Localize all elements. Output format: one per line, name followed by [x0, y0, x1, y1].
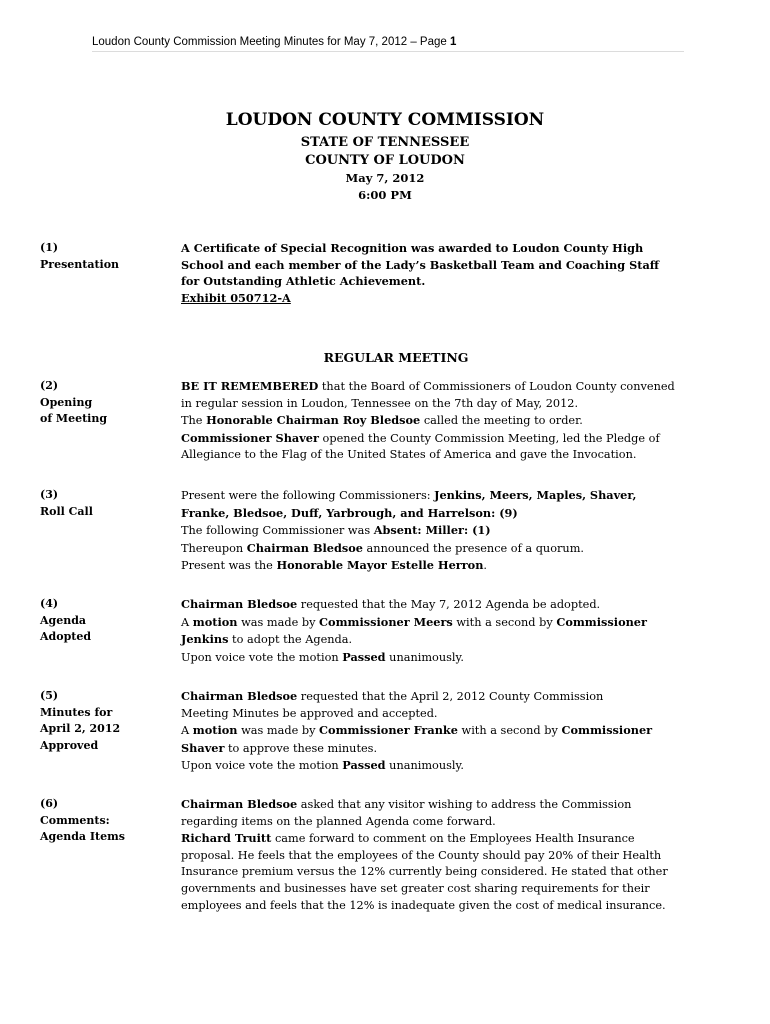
section-body — [181, 688, 741, 775]
bold-text: Commissioner Franke — [319, 723, 458, 738]
section-body — [181, 596, 741, 666]
body-line — [181, 522, 741, 540]
body-line: Insurance premium versus the 12% currently being considered. He stated that other — [181, 865, 668, 879]
text: came forward to comment on the Employees Health Insurance — [271, 832, 635, 846]
section-label — [40, 487, 170, 520]
section-label — [40, 378, 170, 428]
text: Thereupon — [181, 541, 247, 555]
body-line: in regular session in Loudon, Tennessee on the 7th day of May, 2012. — [181, 396, 579, 410]
bold-text: Commissioner Shaver — [181, 430, 319, 445]
text: called the meeting to order. — [420, 414, 583, 428]
doc-county: COUNTY OF LOUDON — [305, 153, 465, 168]
section-title: Presentation — [40, 257, 120, 271]
section-title: Minutes for — [40, 705, 113, 719]
section-number: (4) — [40, 597, 59, 610]
section-body — [181, 796, 741, 914]
text: The following Commissioner was — [181, 524, 374, 538]
section-label — [40, 240, 170, 273]
bold-text: motion — [192, 614, 238, 629]
text: . — [483, 559, 488, 573]
bold-text: BE IT REMEMBERED — [181, 379, 319, 393]
body-line — [181, 757, 741, 775]
section-title: Adopted — [40, 630, 92, 644]
body-line: employees and feels that the 12% is inadequate given the cost of medical insurance. — [181, 898, 666, 912]
text: A — [181, 615, 193, 629]
bold-text: Franke, Bledsoe, Duff, Yarbrough, and Harrelson: (9) — [181, 505, 518, 520]
text: Present was the — [181, 559, 277, 573]
bold-text: Honorable Mayor Estelle Herron — [276, 558, 484, 573]
section-body — [181, 240, 741, 306]
bold-text: Honorable Chairman Roy Bledsoe — [206, 413, 421, 428]
body-line — [181, 740, 741, 758]
doc-title: LOUDON COUNTY COMMISSION — [225, 110, 545, 130]
body-line — [181, 614, 741, 632]
body-line: regarding items on the planned Agenda come forward. — [181, 814, 496, 828]
text: with a second by — [457, 724, 562, 738]
section-body — [181, 487, 741, 575]
text: announced the presence of a quorum. — [362, 541, 584, 555]
section-number: (6) — [40, 797, 59, 810]
section-number: (1) — [40, 241, 59, 254]
header-text: Loudon County Commission Meeting Minutes for May 7, 2012 – Page — [92, 36, 450, 48]
section-title: Approved — [40, 738, 99, 752]
bold-text: Richard Truitt — [181, 831, 272, 846]
body-line — [181, 505, 741, 523]
text: opened the County Commission Meeting, led the Pledge of — [318, 431, 660, 445]
section-title: April 2, 2012 — [40, 722, 121, 736]
section-number: (2) — [40, 379, 59, 392]
text: Upon voice vote the motion — [181, 759, 343, 773]
body-line — [181, 796, 741, 814]
text: was made by — [237, 724, 320, 738]
text: that the Board of Commissioners of Loudon County convened — [318, 380, 675, 393]
text: Upon voice vote the motion — [181, 650, 343, 664]
body-line — [181, 631, 741, 649]
body-line — [181, 596, 741, 614]
body-line: for Outstanding Athletic Achievement. — [181, 274, 426, 289]
doc-date: May 7, 2012 — [345, 171, 425, 185]
section-title: Agenda Items — [40, 830, 125, 844]
bold-text: Chairman Bledsoe — [181, 689, 298, 703]
text: Present were the following Commissioners: — [181, 489, 435, 502]
section-title: Roll Call — [40, 504, 93, 518]
section-label — [40, 596, 170, 646]
body-line: Meeting Minutes be approved and accepted. — [181, 706, 438, 720]
body-line: governments and businesses have set greater cost sharing requirements for their — [181, 881, 650, 895]
bold-text: Passed — [342, 758, 386, 773]
body-line — [181, 722, 741, 740]
bold-text: Chairman Bledsoe — [246, 540, 363, 555]
text: A — [181, 724, 193, 738]
bold-text: Chairman Bledsoe — [181, 597, 298, 611]
section-number: (5) — [40, 689, 59, 702]
bold-text: Shaver — [181, 740, 225, 755]
body-line: proposal. He feels that the employees of the County should pay 20% of their Health — [181, 848, 662, 862]
page-header — [92, 36, 684, 52]
text: requested that the May 7, 2012 Agenda be adopted. — [297, 598, 601, 611]
section-title: Agenda — [40, 613, 87, 627]
page-number: 1 — [449, 36, 457, 48]
bold-text: Commissioner — [561, 723, 653, 738]
section-number: (3) — [40, 488, 59, 501]
body-line: Allegiance to the Flag of the United States of America and gave the Invocation. — [181, 448, 637, 462]
section-title: of Meeting — [40, 412, 108, 426]
bold-text: Absent: Miller: (1) — [373, 523, 491, 538]
bold-text: Jenkins — [181, 632, 229, 647]
text: to approve these minutes. — [224, 741, 378, 755]
body-line — [181, 557, 741, 575]
body-line — [181, 649, 741, 667]
section-label — [40, 688, 170, 754]
text: to adopt the Agenda. — [228, 633, 353, 647]
body-line — [181, 430, 741, 448]
text: with a second by — [452, 615, 557, 629]
text: unanimously. — [385, 759, 465, 773]
body-line — [181, 412, 741, 430]
doc-state: STATE OF TENNESSEE — [300, 135, 470, 150]
text: asked that any visitor wishing to address the Commission — [297, 798, 632, 811]
bold-text: Commissioner — [556, 614, 647, 629]
text: was made by — [237, 615, 320, 629]
body-line — [181, 688, 741, 706]
text: requested that the April 2, 2012 County Commission — [297, 690, 604, 703]
regular-meeting-heading: REGULAR MEETING — [323, 350, 469, 365]
body-line: School and each member of the Lady’s Basketball Team and Coaching Staff — [181, 257, 660, 272]
section-title: Comments: — [40, 813, 110, 827]
text: unanimously. — [385, 650, 465, 664]
body-line — [181, 487, 741, 505]
bold-text: Commissioner Meers — [319, 614, 453, 629]
section-label — [40, 796, 170, 846]
section-body — [181, 378, 741, 464]
body-line: A Certificate of Special Recognition was awarded to Loudon County High — [181, 241, 644, 255]
bold-text: Passed — [342, 649, 386, 664]
bold-text: motion — [192, 723, 238, 738]
bold-text: Jenkins, Meers, Maples, Shaver, — [434, 488, 637, 502]
bold-text: Chairman Bledsoe — [181, 797, 298, 811]
section-title: Opening — [40, 395, 93, 409]
body-line — [181, 378, 741, 396]
body-line — [181, 830, 741, 848]
body-line — [181, 540, 741, 558]
doc-time: 6:00 PM — [358, 188, 412, 202]
exhibit-link: Exhibit 050712-A — [181, 290, 291, 305]
text: The — [181, 414, 207, 428]
